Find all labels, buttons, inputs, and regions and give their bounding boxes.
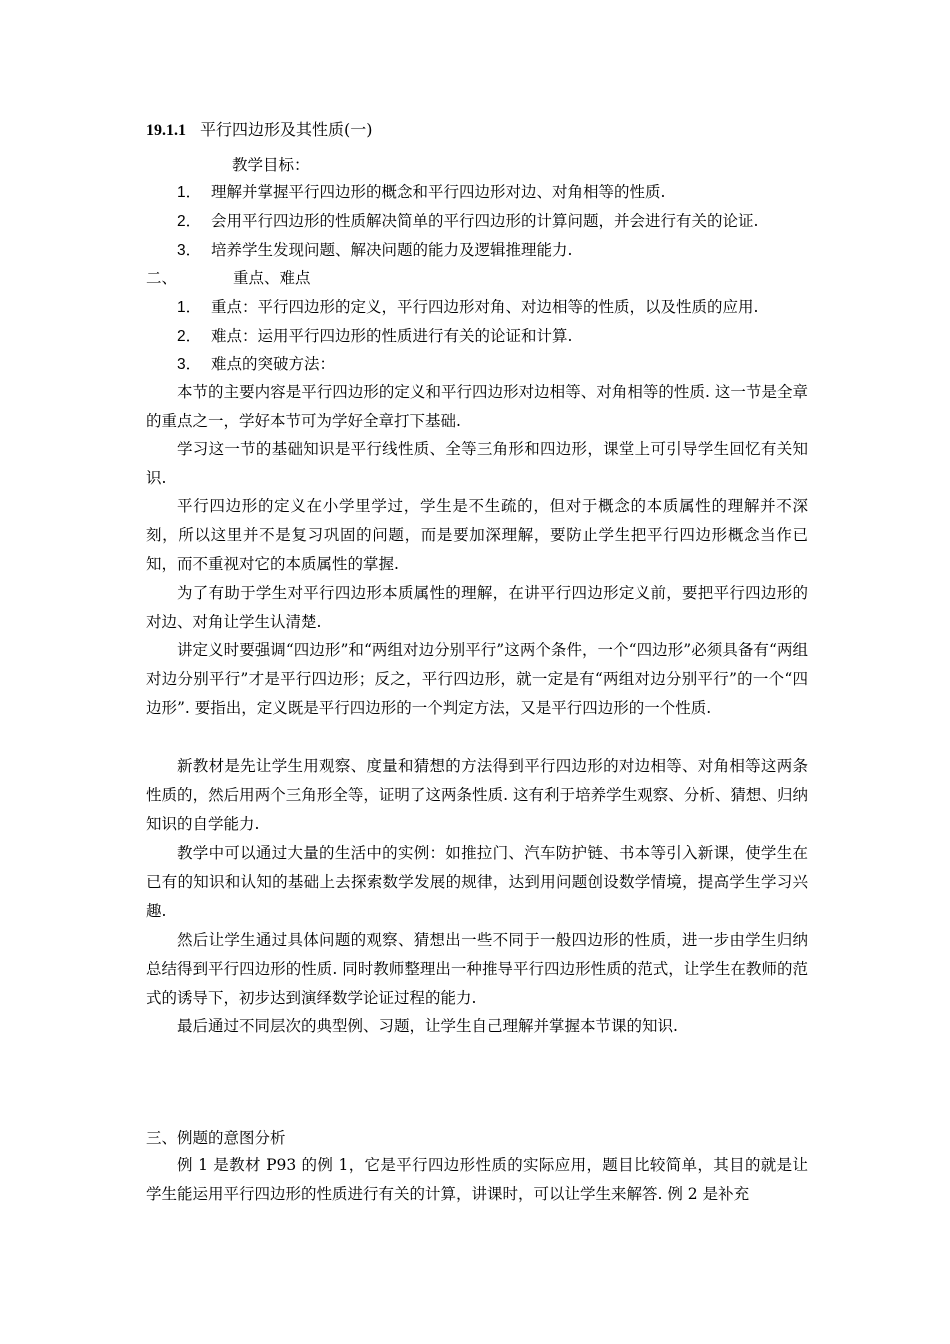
section-heading: 二、 重点、难点 <box>146 269 311 287</box>
title-text: 平行四边形及其性质(一) <box>200 120 373 139</box>
keypoint-item: 2． 难点：运用平行四边形的性质进行有关的论证和计算. <box>177 327 573 345</box>
body-paragraph: 然后让学生通过具体问题的观察、猜想出一些不同于一般四边形的性质，进一步由学生归纳总结得到平行四边形的性质. 同时教师整理出一种推导平行四边形性质的范式，让学生在教师的范式的诱导下，初步达到演绎数学论证过程的能力. <box>146 931 808 1007</box>
document-title <box>146 120 373 141</box>
goals-heading: 教学目标： <box>232 156 310 174</box>
keypoint-item: 1． 重点：平行四边形的定义，平行四边形对角、对边相等的性质，以及性质的应用. <box>177 298 759 316</box>
body-paragraph: 最后通过不同层次的典型例、习题，让学生自己理解并掌握本节课的知识. <box>177 1017 678 1035</box>
body-paragraph: 为了有助于学生对平行四边形本质属性的理解，在讲平行四边形定义前，要把平行四边形的对边、对角让学生认清楚. <box>146 584 808 631</box>
body-paragraph: 本节的主要内容是平行四边形的定义和平行四边形对边相等、对角相等的性质. 这一节是全章的重点之一，学好本节可为学好全章打下基础. <box>146 383 808 430</box>
keypoint-item: 3． 难点的突破方法： <box>177 355 336 373</box>
body-paragraph: 新教材是先让学生用观察、度量和猜想的方法得到平行四边形的对边相等、对角相等这两条性质的，然后用两个三角形全等，证明了这两条性质. 这有利于培养学生观察、分析、猜想、归纳知识的自学能力. <box>146 757 808 833</box>
goal-item: 2． 会用平行四边形的性质解决简单的平行四边形的计算问题，并会进行有关的论证. <box>177 212 759 230</box>
body-paragraph: 平行四边形的定义在小学里学过，学生是不生疏的，但对于概念的本质属性的理解并不深刻，所以这里并不是复习巩固的问题，而是要加深理解，要防止学生把平行四边形概念当作已知，而不重视对它的本质属性的掌握. <box>146 497 808 573</box>
goal-item: 1． 理解并掌握平行四边形的概念和平行四边形对边、对角相等的性质. <box>177 183 666 201</box>
section-heading: 三、例题的意图分析 <box>146 1129 286 1147</box>
body-paragraph: 讲定义时要强调“四边形”和“两组对边分别平行”这两个条件，一个“四边形”必须具备有“两组对边分别平行”才是平行四边形；反之，平行四边形，就一定是有“两组对边分别平行”的一个“四边形”. 要指出，定义既是平行四边形的一个判定方法，又是平行四边形的一个性质. <box>146 641 808 717</box>
body-paragraph: 教学中可以通过大量的生活中的实例：如推拉门、汽车防护链、书本等引入新课，使学生在已有的知识和认知的基础上去探索数学发展的规律，达到用问题创设数学情境，提高学生学习兴趣. <box>146 844 808 920</box>
section-number: 19.1.1 <box>146 122 186 139</box>
goal-item: 3． 培养学生发现问题、解决问题的能力及逻辑推理能力. <box>177 241 573 259</box>
body-paragraph: 例 1 是教材 P93 的例 1，它是平行四边形性质的实际应用，题目比较简单，其目的就是让学生能运用平行四边形的性质进行有关的计算，讲课时，可以让学生来解答. 例 2 是补充 <box>146 1156 808 1203</box>
body-paragraph: 学习这一节的基础知识是平行线性质、全等三角形和四边形，课堂上可引导学生回忆有关知识. <box>146 440 808 487</box>
